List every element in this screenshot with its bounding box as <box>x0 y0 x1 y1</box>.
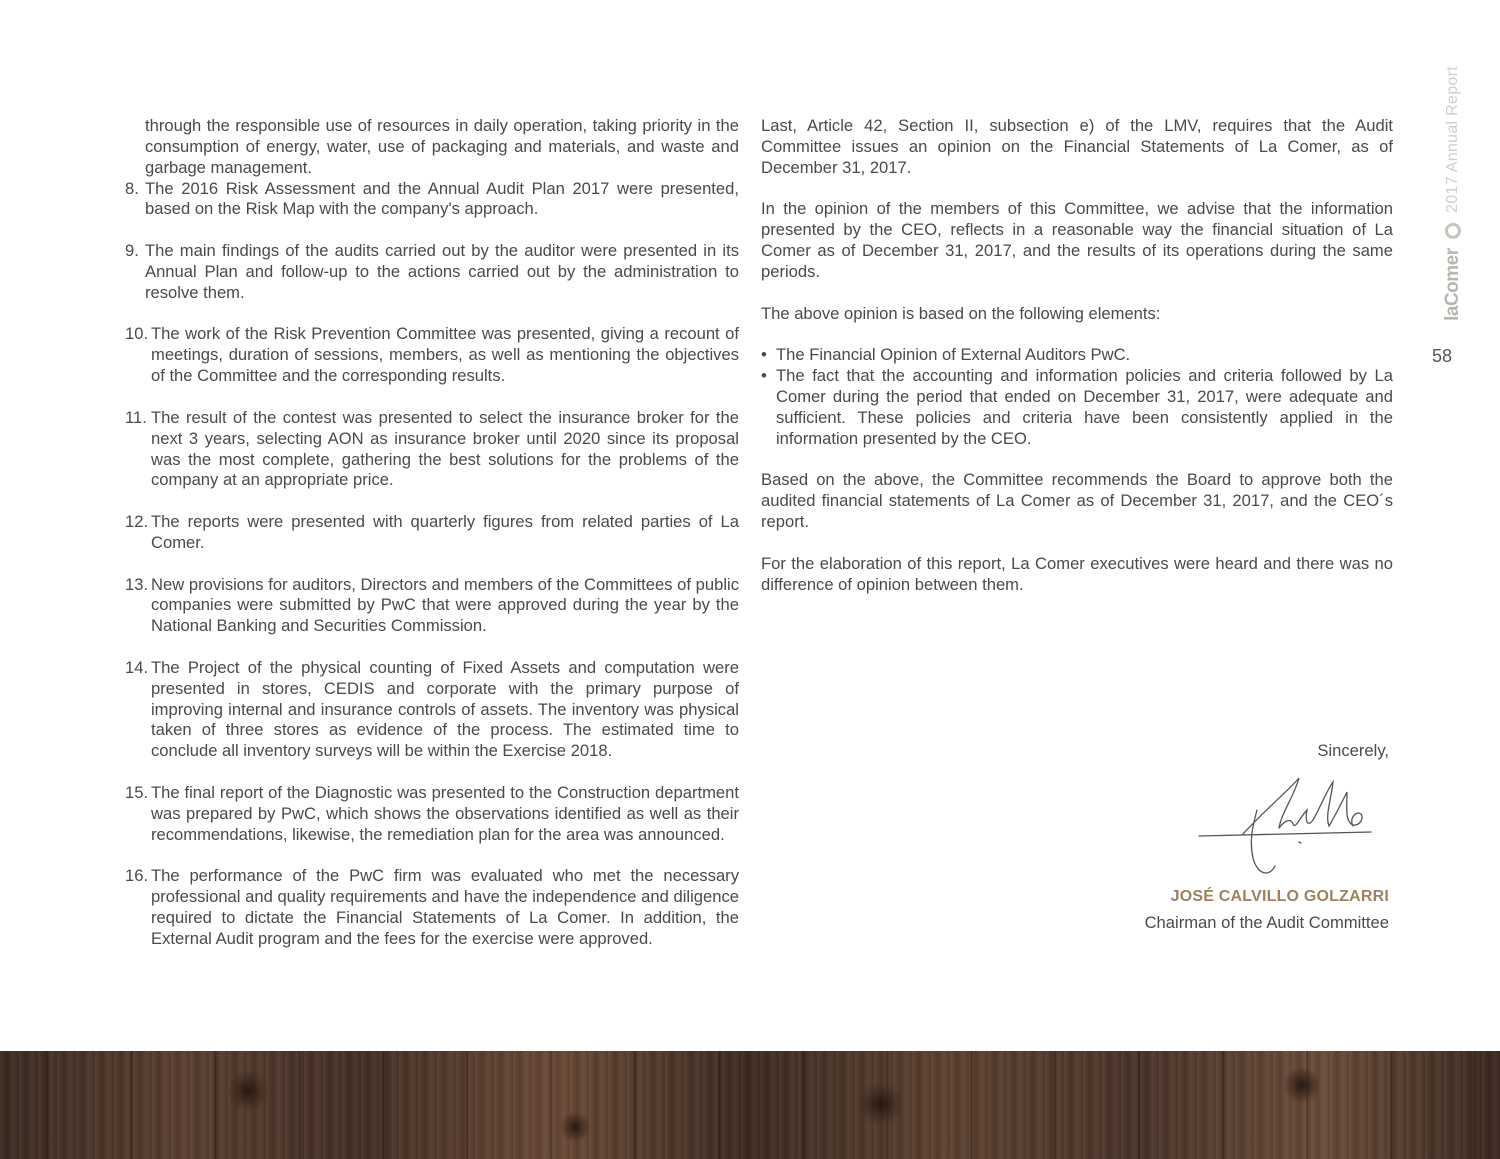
wood-knot <box>1284 1065 1320 1105</box>
list-text: The work of the Risk Prevention Committee was presented, giving a recount of meetings, duration of sessions, members, as well as mentioning the objectives of the Committee and the corresponding results. <box>151 324 739 386</box>
list-text: The final report of the Diagnostic was presented to the Construction department was prepared by PwC, which shows the observations identified as well as their recommendations, likewise, the remediation plan for the area was announced. <box>151 783 739 844</box>
list-item-14 <box>125 658 739 762</box>
list-item-10 <box>125 324 739 387</box>
paragraph-lmv-article: Last, Article 42, Section II, subsection e) of the LMV, requires that the Audit Committee issues an opinion on the Financial Statements of La Comer, as of December 31, 2017. <box>761 116 1393 177</box>
list-number: 15. <box>125 783 149 802</box>
sidebar-report-label <box>1442 66 1464 336</box>
closing-block <box>1317 741 1389 761</box>
bullet-list <box>761 345 1393 449</box>
wood-knot <box>560 1111 590 1143</box>
list-item-16 <box>125 866 739 949</box>
list-text: The Project of the physical counting of Fixed Assets and computation were presented in stores, CEDIS and corporate with the primary purpose of improving internal and insurance controls of assets. The inventory was physical taken of three stores as evidence of the process. The estimated time to conclude all inventory surveys will be within the Exercise 2018. <box>151 657 739 761</box>
list-item-15 <box>125 783 739 846</box>
wood-footer-band <box>0 1051 1500 1159</box>
closing-salutation: Sincerely, <box>1317 741 1389 760</box>
wood-knot <box>228 1069 268 1113</box>
bullet-item <box>761 366 1393 449</box>
signer-title: Chairman of the Audit Committee <box>1144 913 1389 932</box>
list-number: 16. <box>125 866 149 886</box>
list-number: 10. <box>125 324 149 344</box>
list-item-9 <box>125 241 739 304</box>
list-text: The performance of the PwC firm was evaluated who met the necessary professional and quality requirements and have the independence and diligence required to dictate the Financial Statements of La Comer. In addition, the External Audit program and the fees for the exercise were approved. <box>151 866 739 948</box>
bullet-item <box>761 345 1393 366</box>
list-number: 11. <box>125 407 147 427</box>
list-text: New provisions for auditors, Directors and members of the Committees of public companies were submitted by PwC that were approved during the year by the National Banking and Securities Commission. <box>151 574 739 636</box>
paragraph-committee-opinion: In the opinion of the members of this Committee, we advise that the information presented by the CEO, reflects in a reasonable way the financial situation of La Comer as of December 31, 2017, and the results of its operations during the same periods. <box>761 199 1393 281</box>
handwritten-signature <box>1195 770 1375 882</box>
bullet-icon: • <box>761 366 767 386</box>
bullet-text: The fact that the accounting and information policies and criteria followed by La Comer during the period that ended on December 31, 2017, were adequate and sufficient. These policies and criteria have been consistently applied in the information presented by the CEO. <box>776 366 1393 448</box>
brand-logo: laComer <box>1442 248 1463 321</box>
page-number: 58 <box>1431 346 1453 366</box>
signer-name: JOSÉ CALVILLO GOLZARRI <box>1170 888 1389 905</box>
list-number: 14. <box>125 657 149 677</box>
list-text: The result of the contest was presented to select the insurance broker for the next 3 years, selecting AON as insurance broker until 2020 since its proposal was the most complete, gathering the best solutions for the problems of the company at an appropriate price. <box>151 407 739 490</box>
list-item-11 <box>125 408 739 491</box>
bullet-text: The Financial Opinion of External Auditors PwC. <box>776 345 1131 365</box>
signature-stroke <box>1251 810 1275 873</box>
signature-dot <box>1299 842 1301 843</box>
signature-stroke <box>1279 782 1362 828</box>
bullet-icon: • <box>761 345 767 365</box>
paragraph-elaboration: For the elaboration of this report, La Comer executives were heard and there was no difference of opinion between them. <box>761 553 1393 594</box>
list-item-13 <box>125 575 739 638</box>
signature-stroke <box>1243 778 1299 834</box>
list-number: 8. <box>125 178 139 198</box>
report-title-vertical <box>1442 66 1464 321</box>
annual-report-label: 2017 Annual Report <box>1444 66 1461 213</box>
paragraph-recommendation: Based on the above, the Committee recommends the Board to approve both the audited financial statements of La Comer as of December 31, 2017, and the CEO´s report. <box>761 470 1393 532</box>
continuation-paragraph: through the responsible use of resources in daily operation, taking priority in the consumption of energy, water, use of packaging and materials, and waste and garbage management. <box>145 116 739 177</box>
list-number: 9. <box>125 241 139 261</box>
list-number: 12. <box>125 512 149 532</box>
list-item-8 <box>125 179 739 221</box>
list-text: The 2016 Risk Assessment and the Annual Audit Plan 2017 were presented, based on the Risk Map with the company's approach. <box>145 178 739 219</box>
right-column <box>761 116 1393 616</box>
signature-underline <box>1199 832 1371 836</box>
wood-knot <box>858 1081 904 1127</box>
left-column <box>125 116 739 971</box>
list-text: The reports were presented with quarterly figures from related parties of La Comer. <box>151 512 739 552</box>
list-item-12 <box>125 512 739 554</box>
list-number: 13. <box>125 574 149 594</box>
list-text: The main findings of the audits carried out by the auditor were presented in its Annual Plan and follow-up to the actions carried out by the administration to resolve them. <box>145 241 739 302</box>
paragraph-opinion-basis: The above opinion is based on the following elements: <box>761 303 1161 323</box>
brand-logo-icon <box>1445 223 1461 239</box>
